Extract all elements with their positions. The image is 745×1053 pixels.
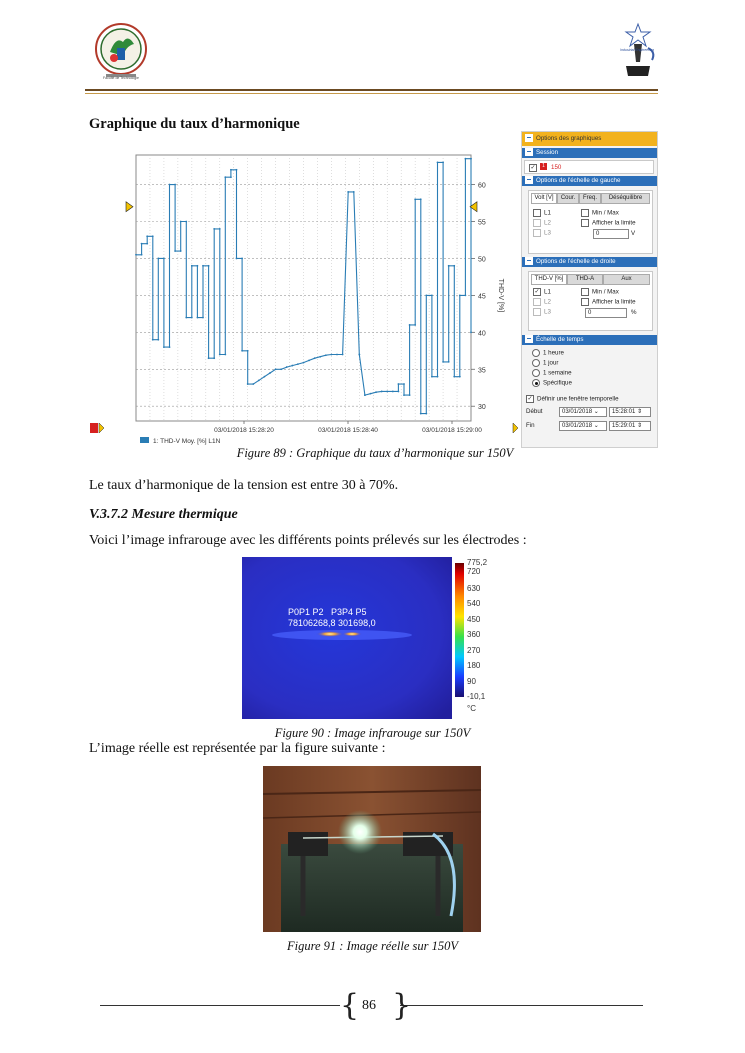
header-rule-thin — [85, 93, 658, 94]
thd-data-point — [275, 368, 277, 370]
y-tick-label: 35 — [478, 367, 486, 375]
thd-data-point — [353, 191, 355, 193]
ir-tick: 90 — [467, 677, 476, 686]
thd-data-point — [470, 331, 472, 333]
thd-data-point — [364, 394, 366, 396]
thd-data-point — [414, 324, 416, 326]
ir-tick: 360 — [467, 630, 481, 639]
tab-unbalance[interactable]: Déséquilibre — [601, 193, 650, 204]
ir-tick: 630 — [467, 584, 481, 593]
thd-data-point — [202, 317, 204, 319]
y-tick-label: 45 — [478, 293, 486, 301]
session-name[interactable]: 150 — [551, 164, 562, 171]
thd-data-point — [258, 379, 260, 381]
footer-brace-right: } — [392, 988, 412, 1023]
thd-data-point — [286, 366, 288, 368]
thd-data-point — [197, 265, 199, 267]
time-option-day[interactable]: 1 jour — [532, 359, 558, 367]
thd-data-point — [157, 339, 159, 341]
thd-data-point — [224, 354, 226, 356]
left-scale-header-label: Options de l'échelle de gauche — [536, 177, 621, 184]
thd-data-point — [247, 383, 249, 385]
collapse-icon — [525, 176, 533, 184]
thd-chart-svg — [88, 149, 520, 451]
ir-tick: 180 — [467, 661, 481, 670]
thd-data-point — [264, 376, 266, 378]
thd-data-point — [420, 198, 422, 200]
y-axis-label: THD-V [%] — [497, 278, 504, 313]
thd-data-point — [163, 346, 165, 348]
tab-volt[interactable]: Volt [V] — [531, 193, 557, 204]
right-limit-input[interactable]: 0 — [585, 308, 627, 318]
right-show-limit[interactable]: Afficher la limite — [581, 298, 636, 306]
thd-data-point — [409, 324, 411, 326]
time-scale-header[interactable] — [522, 335, 657, 345]
thd-data-point — [191, 265, 193, 267]
thd-data-point — [398, 383, 400, 385]
thd-data-point — [414, 198, 416, 200]
thd-data-point — [431, 376, 433, 378]
thd-data-point — [185, 221, 187, 223]
section-heading: V.3.7.2 Mesure thermique — [89, 507, 238, 522]
start-date-select[interactable]: 03/01/2018 ⌄ — [559, 407, 607, 417]
end-label: Fin — [526, 422, 535, 429]
graph-options-panel — [521, 131, 658, 448]
thd-data-point — [308, 360, 310, 362]
paragraph-infrared: Voici l’image infrarouge avec les différents points prélevés sur les électrodes : — [89, 533, 527, 548]
thd-data-point — [185, 317, 187, 319]
right-scale-box — [528, 271, 653, 331]
thd-data-point — [208, 357, 210, 359]
time-option-hour[interactable]: 1 heure — [532, 349, 564, 357]
thd-data-point — [442, 161, 444, 163]
thd-data-point — [325, 354, 327, 356]
bottom-left-arrow-marker — [99, 423, 104, 433]
thd-data-point — [269, 372, 271, 374]
ir-scale — [467, 558, 507, 718]
ir-tick: 775,2 — [467, 558, 488, 567]
time-scale-header-label: Échelle de temps — [536, 336, 584, 343]
footer-rule-right — [400, 1005, 643, 1006]
thd-data-point — [152, 235, 154, 237]
left-minmax[interactable]: Min / Max — [581, 209, 619, 217]
legend-swatch — [140, 437, 149, 443]
section-title: Graphique du taux d’harmonique — [89, 116, 300, 132]
ir-tick: 450 — [467, 615, 481, 624]
y-tick-label: 30 — [478, 404, 486, 412]
y-tick-label: 50 — [478, 256, 486, 264]
thd-data-point — [247, 350, 249, 352]
right-l2[interactable]: L2 — [533, 298, 551, 306]
x-tick-label: 03/01/2018 15:28:20 — [214, 427, 274, 434]
infrared-image — [242, 557, 502, 719]
ir-unit: °C — [467, 704, 476, 713]
right-scale-body — [522, 267, 657, 335]
thd-data-point — [459, 294, 461, 296]
y-tick-label: 40 — [478, 330, 486, 338]
thd-data-point — [453, 376, 455, 378]
thd-data-point — [437, 376, 439, 378]
thd-data-point — [303, 362, 305, 364]
thd-data-point — [141, 243, 143, 245]
thd-data-point — [280, 368, 282, 370]
thd-data-point — [465, 294, 467, 296]
thd-data-point — [336, 354, 338, 356]
left-scale-box — [528, 190, 653, 254]
left-limit-input[interactable]: 0 — [593, 229, 629, 239]
thd-data-point — [470, 158, 472, 160]
left-limit-unit: V — [631, 230, 636, 237]
end-time-spinner[interactable]: 15:29:01 ⇕ — [609, 421, 651, 431]
thd-data-point — [174, 250, 176, 252]
thd-data-point — [291, 365, 293, 367]
right-l3[interactable]: L3 — [533, 308, 551, 316]
thd-data-point — [169, 346, 171, 348]
page-number: 86 — [362, 998, 376, 1013]
right-scale-header[interactable] — [522, 257, 657, 267]
thd-data-point — [358, 354, 360, 356]
x-tick-label: 03/01/2018 15:28:40 — [318, 427, 378, 434]
thd-data-point — [135, 254, 137, 256]
thd-data-point — [197, 317, 199, 319]
tab-frequency[interactable]: Freq. — [579, 193, 601, 204]
left-cursor-marker — [126, 202, 133, 212]
y-tick-label: 55 — [478, 219, 486, 227]
tab-current[interactable]: Cour. — [557, 193, 579, 204]
ir-points-label: P0P1 P2 P3P4 P5 — [288, 607, 367, 617]
thd-data-point — [386, 391, 388, 393]
right-logo-caption: Industrial Engineering — [620, 48, 654, 52]
right-l1[interactable]: ✓ L1 — [534, 288, 551, 296]
figure-91-caption: Figure 91 : Image réelle sur 150V — [286, 939, 459, 953]
university-logo — [90, 22, 152, 80]
thd-data-point — [437, 161, 439, 163]
start-time-spinner[interactable]: 15:28:01 ⇕ — [609, 407, 651, 417]
left-logo-caption: Faculté de Technologie — [103, 76, 139, 80]
thd-data-point — [213, 228, 215, 230]
collapse-icon — [525, 148, 533, 156]
thd-data-point — [241, 258, 243, 260]
real-photo — [263, 766, 481, 932]
thd-data-point — [202, 265, 204, 267]
ir-tick: 540 — [467, 599, 481, 608]
panel-title-bar — [522, 132, 657, 146]
thd-data-point — [442, 361, 444, 363]
left-show-limit[interactable]: Afficher la limite — [581, 219, 636, 227]
thd-data-point — [465, 158, 467, 160]
thd-data-point — [230, 169, 232, 171]
session-color-icon: 1 — [540, 163, 547, 170]
thd-data-point — [431, 294, 433, 296]
bottom-right-arrow-marker — [513, 423, 518, 433]
thd-data-point — [236, 258, 238, 260]
thd-data-point — [425, 294, 427, 296]
thd-data-point — [157, 258, 159, 260]
thd-data-point — [403, 394, 405, 396]
figure-89-caption: Figure 89 : Graphique du taux d’harmonique sur 150V — [236, 446, 514, 460]
x-tick-label: 03/01/2018 15:29:00 — [422, 427, 482, 434]
thd-data-point — [236, 169, 238, 171]
collapse-icon — [525, 257, 533, 265]
thd-data-point — [392, 391, 394, 393]
thd-data-point — [146, 235, 148, 237]
left-scale-body — [522, 186, 657, 257]
paragraph-thd: Le taux d’harmonique de la tension est entre 30 à 70%. — [89, 478, 399, 493]
thd-data-point — [319, 356, 321, 358]
thd-data-point — [425, 413, 427, 415]
time-window-checkbox[interactable]: ✓ Définir une fenêtre temporelle — [527, 395, 619, 403]
ir-tick: 720 — [467, 567, 481, 576]
thd-chart — [88, 149, 520, 451]
time-option-specific[interactable]: Spécifique — [532, 379, 572, 387]
thd-data-point — [146, 243, 148, 245]
left-l3[interactable]: L3 — [533, 229, 551, 237]
thd-data-point — [180, 250, 182, 252]
thd-data-point — [381, 391, 383, 393]
thd-data-point — [448, 361, 450, 363]
thd-data-point — [191, 317, 193, 319]
thd-data-point — [241, 350, 243, 352]
thd-data-point — [459, 376, 461, 378]
ir-tick: -10,1 — [467, 692, 486, 701]
right-scale-header-label: Options de l'échelle de droite — [536, 258, 616, 265]
session-header[interactable] — [522, 148, 657, 158]
y-tick-label: 60 — [478, 182, 486, 190]
session-list — [524, 160, 654, 174]
thd-data-point — [448, 265, 450, 267]
thd-data-point — [180, 221, 182, 223]
thd-data-point — [398, 391, 400, 393]
thd-data-point — [375, 391, 377, 393]
thd-data-point — [420, 413, 422, 415]
time-option-week[interactable]: 1 semaine — [532, 369, 572, 377]
paragraph-real-image: L’image réelle est représentée par la figure suivante : — [89, 741, 386, 756]
thd-data-point — [174, 184, 176, 186]
thd-data-point — [347, 191, 349, 193]
tab-aux[interactable]: Aux — [603, 274, 650, 285]
collapse-icon[interactable] — [525, 134, 533, 142]
figure-90-caption: Figure 90 : Image infrarouge sur 150V — [274, 726, 471, 740]
thd-data-point — [252, 383, 254, 385]
thd-data-point — [370, 393, 372, 395]
thd-data-point — [409, 394, 411, 396]
thd-data-point — [163, 258, 165, 260]
thd-data-point — [152, 339, 154, 341]
thd-data-point — [297, 363, 299, 365]
bottom-left-red-marker — [90, 423, 98, 433]
thd-data-point — [141, 254, 143, 256]
panel-title: Options des graphiques — [536, 135, 602, 142]
start-label: Début — [526, 408, 543, 415]
tab-thd-a[interactable]: THD-A — [567, 274, 603, 285]
thd-data-point — [342, 354, 344, 356]
thd-data-point — [208, 265, 210, 267]
thd-data-point — [314, 357, 316, 359]
thd-data-point — [331, 354, 333, 356]
thd-data-point — [453, 265, 455, 267]
left-scale-header[interactable] — [522, 176, 657, 186]
thd-data-point — [403, 383, 405, 385]
thd-data-point — [219, 228, 221, 230]
thd-data-point — [219, 354, 221, 356]
ir-tick: 270 — [467, 646, 481, 655]
session-header-label: Session — [536, 149, 559, 156]
header-rule — [85, 89, 658, 91]
thd-data-point — [213, 357, 215, 359]
right-minmax[interactable]: Min / Max — [581, 288, 619, 296]
collapse-icon — [525, 335, 533, 343]
legend-label: 1: THD-V Moy. [%] L1N — [153, 438, 221, 445]
footer-brace-left: { — [340, 988, 360, 1023]
session-checkbox[interactable]: ✓ — [530, 165, 536, 171]
footer-rule-left — [100, 1005, 340, 1006]
left-l1[interactable]: L1 — [533, 209, 551, 217]
thd-data-point — [169, 184, 171, 186]
time-scale-body — [522, 345, 657, 437]
tab-thd-v[interactable]: THD-V [%] — [531, 274, 567, 285]
thd-data-point — [230, 176, 232, 178]
left-l2[interactable]: L2 — [533, 219, 551, 227]
thd-data-point — [224, 176, 226, 178]
right-limit-unit: % — [631, 309, 637, 316]
end-date-select[interactable]: 03/01/2018 ⌄ — [559, 421, 607, 431]
ir-values-label: 78106268,8 301698,0 — [288, 618, 376, 628]
